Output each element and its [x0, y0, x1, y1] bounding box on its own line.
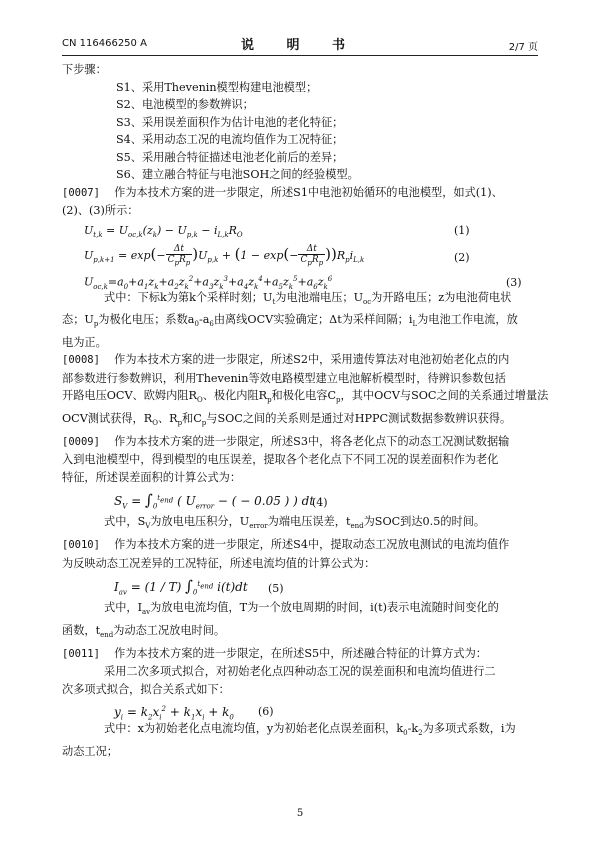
document-body	[62, 61, 549, 760]
paragraph-text: 部参数进行参数辨识，利用Thevenin等效电路模型建立电池解析模型时，待辨识参数包括	[62, 371, 506, 385]
equation-5: $I_{av} = (1 / T)$ $\int_0^{t_{end}}$ i(t)dt (5)	[114, 577, 284, 597]
paragraph-tag: [0009]	[62, 435, 100, 448]
text-span: V	[145, 522, 151, 531]
text-span: -k	[407, 722, 419, 736]
paragraph-text	[62, 599, 538, 622]
paragraph-text: 作为本技术方案的进一步限定，在所述S5中，所述融合特征的计算方式为：	[114, 646, 487, 660]
text-span: 开路电压OCV、欧姆内阻R	[62, 389, 197, 403]
equation-number: (6)	[258, 705, 274, 719]
equation-number: (4)	[312, 496, 328, 510]
text-span: p	[93, 320, 99, 329]
text-span: 态；U	[62, 313, 94, 327]
text-span: end	[350, 522, 364, 531]
text-span: 为电池工作电流，放	[417, 313, 518, 327]
text-span: error	[249, 522, 268, 531]
text-span: 为开路电压；z为电池荷电状	[371, 290, 512, 304]
text-span: 为放电电压积分，U	[150, 515, 250, 529]
paragraph-text	[62, 513, 538, 536]
paragraph-text	[62, 410, 538, 433]
equation-1: $U_{t,k} = U_{oc,k}(z_k) - U_{p,k} - i_{L,k}R_O$ (1)	[84, 223, 470, 239]
text-span: O	[196, 396, 203, 405]
paragraph-0009	[62, 433, 538, 452]
text-span: 由离线OCV实验确定；Δt为采样间隔；i	[213, 313, 413, 327]
page-number: 5	[296, 808, 304, 819]
paragraph-text: 为反映动态工况差异的工况特征，所述电流均值的计算公式为：	[62, 556, 376, 570]
paragraph-text	[62, 311, 538, 334]
page-count: 2/7 页	[508, 42, 538, 53]
text-span: 式中，I	[104, 601, 142, 615]
paragraph-text: 采用二次多项式拟合，对初始老化点四种动态工况的误差面积和电流均值进行二	[104, 665, 496, 679]
paragraph-tag: [0010]	[62, 539, 100, 552]
text-span: 式中：下标k为第k个采样时刻；U	[104, 290, 273, 304]
patent-number: CN 116466250 A	[62, 38, 147, 49]
text-span: 为端电压误差，t	[267, 515, 351, 529]
paragraph-tag: [0011]	[62, 647, 100, 660]
text-span: p	[201, 419, 207, 428]
step-item: S6、建立融合特征与电池SOH之间的经验模型。	[116, 168, 359, 181]
text-span: 为SOC到达0.5的时间。	[363, 515, 486, 529]
text-span: 0	[403, 729, 408, 738]
equation-3: $U_{oc,k}=a_0+a_1z_k+a_2z_k^2+a_3z_k^3+a_4z_k^4+a_5z_k^5+a_6z_k^6$ (3)	[84, 274, 522, 291]
text-span: t	[272, 297, 276, 306]
text-span: 2	[418, 729, 423, 738]
text-span: 为极化电压；系数a	[98, 313, 195, 327]
paragraph-text: (2)、(3)所示：	[62, 204, 139, 217]
step-item: S1、采用Thevenin模型构建电池模型；	[116, 80, 318, 94]
text-span: OCV测试获得，R	[62, 412, 153, 426]
text-span: 和极化电容C	[271, 389, 337, 403]
equation-4: $S_V = \int_0^{t_{end}}$ ( $U_{error}$ − ( − 0.05 ) ) dt (4)	[114, 491, 328, 511]
text-span: 函数，t	[62, 623, 101, 637]
intro-text: 下步骤：	[62, 63, 107, 76]
text-span: 式中，S	[104, 515, 146, 529]
paragraph-text: 动态工况；	[62, 744, 118, 758]
text-span: ，其中OCV与SOC之间的关系通过增量法	[340, 389, 549, 403]
step-item: S5、采用融合特征描述电池老化前后的差异；	[116, 150, 344, 164]
text-span: 为放电电流均值，T为一个放电周期的时间，i(t)表示电流随时间变化的	[150, 601, 499, 615]
paragraph-tag: [0008]	[62, 354, 100, 367]
text-span: p	[177, 419, 183, 428]
paragraph-tag: [0007]	[62, 186, 100, 199]
page-header	[62, 34, 538, 52]
step-item: S2、电池模型的参数辨识；	[116, 98, 254, 111]
text-span: 、R	[157, 412, 178, 426]
paragraph-0008	[62, 351, 538, 370]
paragraph-0011	[62, 645, 538, 664]
text-span: p	[267, 396, 272, 405]
paragraph-0007	[62, 184, 538, 203]
equation-6: $y_i = k_2x_i^2 + k_1x_i + k_0$ (6)	[114, 705, 274, 722]
paragraph-text: 作为本技术方案的进一步限定，所述S1中电池初始循环的电池模型，如式(1)、	[114, 185, 503, 199]
equation-number: (3)	[506, 275, 522, 289]
text-span: -a	[198, 313, 210, 327]
text-span: 与SOC之间的关系则是通过对HPPC测试数据参数辨识获得。	[206, 412, 512, 426]
step-item: S3、采用误差面积作为估计电池的老化特征；	[116, 115, 344, 129]
paragraph-text: 作为本技术方案的进一步限定，所述S3中，将各老化点下的动态工况测试数据输	[114, 434, 510, 448]
paragraph-text: 电为正。	[62, 335, 107, 349]
paragraph-text: 作为本技术方案的进一步限定，所述S2中，采用遗传算法对电池初始老化点的内	[114, 353, 510, 367]
step-item: S4、采用动态工况的电流均值作为工况特征；	[116, 133, 344, 146]
text-span: 6	[209, 320, 214, 329]
paragraph-text: 次多项式拟合，拟合关系式如下：	[62, 682, 230, 696]
text-span: oc	[363, 297, 372, 306]
text-span: 、极化内阻R	[202, 389, 268, 403]
text-span: 为多项式系数，i为	[422, 722, 516, 736]
paragraph-0010	[62, 536, 538, 555]
document-title: 说 明 书	[240, 38, 360, 53]
text-span: av	[141, 608, 151, 617]
text-span: p	[336, 396, 341, 405]
paragraph-text: 作为本技术方案的进一步限定，所述S4中，提取动态工况放电测试的电流均值作	[114, 538, 510, 552]
text-span: 和C	[182, 412, 202, 426]
paragraph-text: 入到电池模型中，得到模型的电压误差，提取各个老化点下不同工况的误差面积作为老化	[62, 453, 499, 467]
equation-number: (1)	[454, 223, 470, 237]
text-span: 为动态工况放电时间。	[113, 623, 226, 637]
text-span: 式中：x为初始老化点电流均值，y为初始老化点误差面积，k	[104, 722, 404, 736]
header-rule	[62, 55, 538, 56]
paragraph-text: 特征，所述误差面积的计算公式为：	[62, 470, 242, 484]
equation-2: $U_{p,k+1} = \exp(-$ $\frac{\Delta t}{C_pR_p}$ )$U_{p,k} + (1 - \exp(-$ $\frac{\Delta t}{C_pR_p}$ ))$R_pi_{L,k}$ (2)	[84, 243, 470, 267]
text-span: L	[412, 320, 418, 329]
text-span: O	[152, 419, 158, 428]
paragraph-text	[62, 387, 549, 410]
paragraph-text	[62, 622, 538, 645]
text-span: end	[100, 631, 114, 640]
text-span: 0	[194, 320, 199, 329]
equation-number: (2)	[454, 250, 470, 264]
equation-number: (5)	[268, 582, 284, 596]
text-span: 为电池端电压；U	[275, 290, 364, 304]
